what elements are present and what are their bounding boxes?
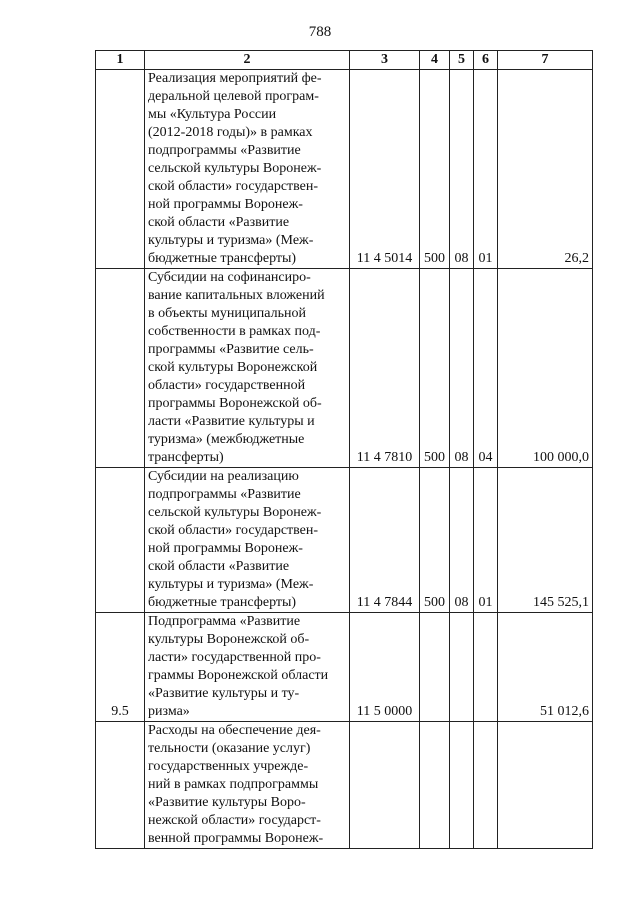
row-name-line: области» государственной bbox=[148, 378, 306, 393]
header-cell-1: 1 bbox=[96, 51, 145, 70]
row-name-line: ской области «Развитие bbox=[148, 215, 290, 230]
row-name-line: в объекты муниципальной bbox=[148, 306, 306, 321]
row-section: 08 bbox=[450, 269, 474, 468]
row-name-line: «Развитие культуры и ту- bbox=[148, 686, 300, 701]
row-name-line: деральной целевой програм- bbox=[148, 89, 319, 104]
row-name-line: нежской области» государст- bbox=[148, 813, 321, 828]
row-target-code: 11 4 5014 bbox=[350, 70, 420, 269]
table-header-row bbox=[96, 51, 593, 70]
row-amount: 26,2 bbox=[498, 70, 593, 269]
row-name-line: ской культуры Воронежской bbox=[148, 360, 318, 375]
row-name-line: ласти» государственной про- bbox=[148, 650, 321, 665]
row-name-line: трансферты) bbox=[148, 450, 224, 465]
row-name bbox=[145, 468, 350, 613]
row-name-line: вание капитальных вложений bbox=[148, 288, 325, 303]
row-name-line: сельской культуры Воронеж- bbox=[148, 505, 322, 520]
row-name-line: сельской культуры Воронеж- bbox=[148, 161, 322, 176]
row-name bbox=[145, 722, 350, 849]
row-name-line: подпрограммы «Развитие bbox=[148, 143, 301, 158]
row-name-line: государственных учрежде- bbox=[148, 759, 309, 774]
row-name-line: культуры и туризма» (Меж- bbox=[148, 577, 314, 592]
row-expense-type: 500 bbox=[420, 70, 450, 269]
row-number bbox=[96, 722, 145, 849]
row-subsection: 04 bbox=[474, 269, 498, 468]
row-name-line: туризма» (межбюджетные bbox=[148, 432, 305, 447]
row-name-line: «Развитие культуры Воро- bbox=[148, 795, 306, 810]
row-target-code bbox=[350, 722, 420, 849]
row-number bbox=[96, 468, 145, 613]
table-row bbox=[96, 269, 593, 468]
row-subsection: 01 bbox=[474, 70, 498, 269]
row-subsection: 01 bbox=[474, 468, 498, 613]
header-cell-3: 3 bbox=[350, 51, 420, 70]
row-name-line: венной программы Воронеж- bbox=[148, 831, 324, 846]
header-cell-4: 4 bbox=[420, 51, 450, 70]
row-name-line: бюджетные трансферты) bbox=[148, 251, 297, 266]
row-number bbox=[96, 269, 145, 468]
row-name-line: ской области» государствен- bbox=[148, 523, 319, 538]
row-number bbox=[96, 70, 145, 269]
row-name bbox=[145, 613, 350, 722]
row-name-line: граммы Воронежской области bbox=[148, 668, 329, 683]
row-name-line: ской области» государствен- bbox=[148, 179, 319, 194]
row-target-code: 11 5 0000 bbox=[350, 613, 420, 722]
table-row bbox=[96, 70, 593, 269]
row-name-line: тельности (оказание услуг) bbox=[148, 741, 311, 756]
row-expense-type: 500 bbox=[420, 269, 450, 468]
table-row bbox=[96, 468, 593, 613]
header-cell-2: 2 bbox=[145, 51, 350, 70]
row-name-line: Расходы на обеспечение дея- bbox=[148, 723, 321, 738]
row-name-line: подпрограммы «Развитие bbox=[148, 487, 301, 502]
row-name-line: (2012-2018 годы)» в рамках bbox=[148, 125, 313, 140]
row-amount: 51 012,6 bbox=[498, 613, 593, 722]
row-name-line: программы Воронежской об- bbox=[148, 396, 322, 411]
row-name-line: ской области «Развитие bbox=[148, 559, 290, 574]
row-target-code: 11 4 7810 bbox=[350, 269, 420, 468]
row-name bbox=[145, 269, 350, 468]
row-name-line: Подпрограмма «Развитие bbox=[148, 614, 301, 629]
row-name-line: бюджетные трансферты) bbox=[148, 595, 297, 610]
page-number: 788 bbox=[308, 24, 332, 40]
row-name-line: ной программы Воронеж- bbox=[148, 197, 303, 212]
budget-table bbox=[95, 50, 593, 849]
row-name-line: ризма» bbox=[148, 704, 190, 719]
row-number: 9.5 bbox=[96, 613, 145, 722]
row-section bbox=[450, 613, 474, 722]
row-name-line: культуры Воронежской об- bbox=[148, 632, 310, 647]
row-subsection bbox=[474, 722, 498, 849]
header-cell-6: 6 bbox=[474, 51, 498, 70]
row-name-line: ласти «Развитие культуры и bbox=[148, 414, 315, 429]
row-name-line: мы «Культура России bbox=[148, 107, 277, 122]
row-section: 08 bbox=[450, 468, 474, 613]
row-name-line: Реализация мероприятий фе- bbox=[148, 71, 322, 86]
table-body bbox=[96, 70, 593, 849]
row-name bbox=[145, 70, 350, 269]
row-name-line: Субсидии на софинансиро- bbox=[148, 270, 311, 285]
row-name-line: культуры и туризма» (Меж- bbox=[148, 233, 314, 248]
row-section bbox=[450, 722, 474, 849]
row-amount: 100 000,0 bbox=[498, 269, 593, 468]
row-target-code: 11 4 7844 bbox=[350, 468, 420, 613]
row-name-line: ний в рамках подпрограммы bbox=[148, 777, 319, 792]
row-name-line: ной программы Воронеж- bbox=[148, 541, 303, 556]
row-name-line: программы «Развитие сель- bbox=[148, 342, 314, 357]
table-row bbox=[96, 722, 593, 849]
row-amount bbox=[498, 722, 593, 849]
row-expense-type bbox=[420, 722, 450, 849]
row-expense-type: 500 bbox=[420, 468, 450, 613]
row-amount: 145 525,1 bbox=[498, 468, 593, 613]
row-section: 08 bbox=[450, 70, 474, 269]
row-name-line: собственности в рамках под- bbox=[148, 324, 321, 339]
header-cell-7: 7 bbox=[498, 51, 593, 70]
header-cell-5: 5 bbox=[450, 51, 474, 70]
row-expense-type bbox=[420, 613, 450, 722]
row-subsection bbox=[474, 613, 498, 722]
table-row bbox=[96, 613, 593, 722]
row-name-line: Субсидии на реализацию bbox=[148, 469, 299, 484]
